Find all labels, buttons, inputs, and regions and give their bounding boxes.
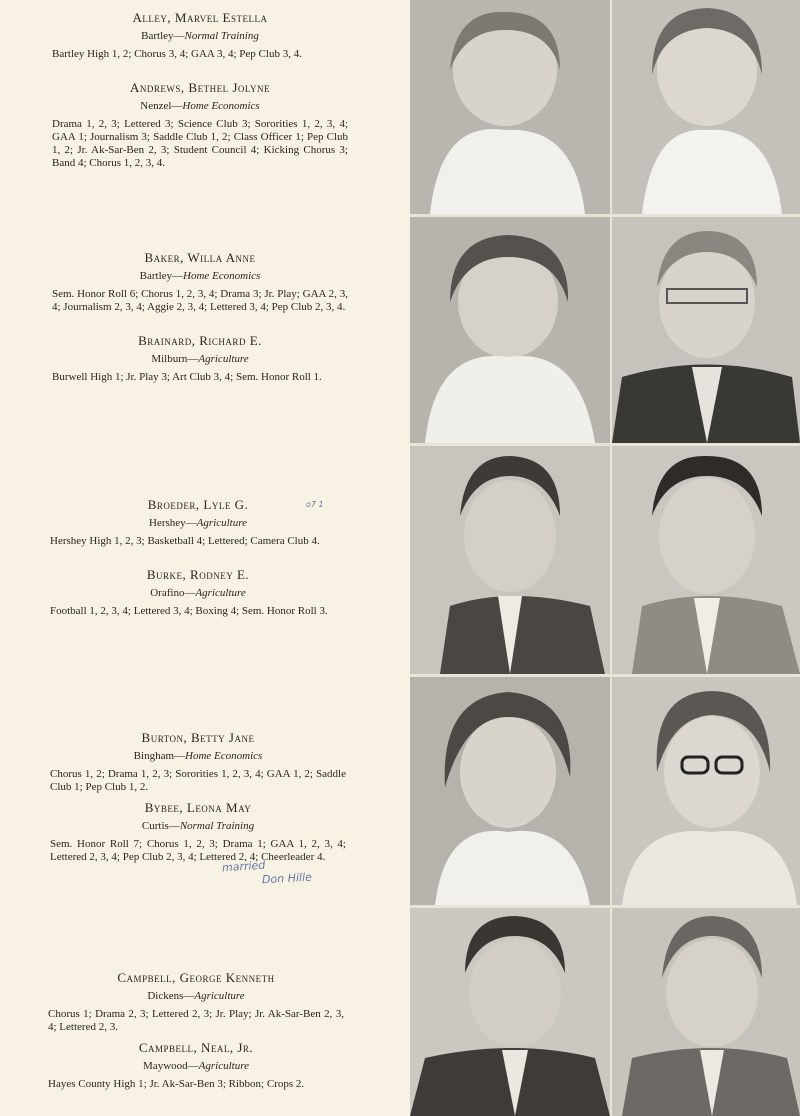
- student-hometown: Orafino—Agriculture: [150, 587, 246, 599]
- student-hometown: Bingham—Home Economics: [133, 750, 263, 762]
- student-portrait: [612, 908, 800, 1116]
- student-activities: Sem. Honor Roll 6; Chorus 1, 2, 3, 4; Drama 3; Jr. Play; GAA 2, 3, 4; Journalism 2, 3, 4; Aggie 2, 3, 4; Lettered 3, 4; Pep Club 2, 3, 4.: [52, 288, 348, 313]
- student-hometown: Hershey—Agriculture: [149, 517, 247, 529]
- student-name: Alley, Marvel Estella: [132, 10, 268, 25]
- student-activities: Football 1, 2, 3, 4; Lettered 3, 4; Boxing 4; Sem. Honor Roll 3.: [50, 605, 328, 617]
- student-name: Burke, Rodney E.: [146, 567, 250, 582]
- student-name: Brainard, Richard E.: [138, 333, 262, 348]
- student-portrait: [410, 677, 610, 905]
- student-activities: Hershey High 1, 2, 3; Basketball 4; Lettered; Camera Club 4.: [50, 535, 320, 547]
- student-hometown: Dickens—Agriculture: [147, 990, 245, 1002]
- student-hometown: Milburn—Agriculture: [151, 353, 249, 365]
- student-name: Baker, Willa Anne: [144, 250, 256, 265]
- student-entry: [48, 1040, 344, 1091]
- student-portrait: [410, 0, 610, 214]
- handwritten-note: married: [221, 858, 266, 875]
- student-entry: [52, 80, 348, 170]
- student-hometown: Maywood—Agriculture: [143, 1060, 249, 1072]
- student-portrait: [612, 446, 800, 674]
- photo-column: [410, 0, 800, 1116]
- student-portrait: [410, 217, 610, 443]
- student-portrait: [410, 446, 610, 674]
- student-hometown: Curtis—Normal Training: [141, 820, 255, 832]
- student-name: Broeder, Lyle G.: [147, 497, 249, 512]
- student-hometown: Bartley—Home Economics: [139, 270, 261, 282]
- student-entry: [52, 333, 348, 384]
- student-entry: [50, 730, 346, 794]
- student-name: Campbell, Neal, Jr.: [138, 1040, 254, 1055]
- student-entry: [52, 10, 348, 61]
- handwritten-note: Don Hille: [261, 870, 313, 887]
- student-entry: [50, 497, 346, 548]
- student-portrait: [410, 908, 610, 1116]
- student-entry: [50, 800, 346, 864]
- student-name: Burton, Betty Jane: [141, 730, 255, 745]
- student-portrait: [612, 677, 800, 905]
- student-name: Campbell, George Kenneth: [117, 970, 275, 985]
- student-activities: Drama 1, 2, 3; Lettered 3; Science Club 3; Sororities 1, 2, 3, 4; GAA 1; Journalism 3; Saddle Club 1, 2; Class Officer 1; Pep Club 1, 2; Jr. Ak-Sar-Ben 2, 3; Student Council 4; Kicking Chorus 3; Band 4; Chorus 1, 2, 3, 4.: [52, 118, 348, 169]
- student-name: Andrews, Bethel Jolyne: [130, 80, 270, 95]
- student-activities: Sem. Honor Roll 7; Chorus 1, 2, 3; Drama 1; GAA 1, 2, 3, 4; Lettered 2, 3, 4; Pep Club 2, 3, 4; Lettered 2, 4; Cheerleader 4.: [50, 838, 346, 863]
- handwritten-note: o7 1: [306, 500, 324, 509]
- student-activities: Hayes County High 1; Jr. Ak-Sar-Ben 3; Ribbon; Crops 2.: [48, 1078, 305, 1090]
- student-name: Bybee, Leona May: [144, 800, 252, 815]
- student-activities: Chorus 1; Drama 2, 3; Lettered 2, 3; Jr. Play; Jr. Ak-Sar-Ben 2, 3, 4; Lettered 2, 3.: [48, 1008, 344, 1033]
- student-entry: [52, 250, 348, 314]
- student-portrait: [612, 217, 800, 443]
- student-hometown: Nenzel—Home Economics: [140, 100, 260, 112]
- student-activities: Bartley High 1, 2; Chorus 3, 4; GAA 3, 4; Pep Club 3, 4.: [52, 48, 302, 60]
- student-activities: Chorus 1, 2; Drama 1, 2, 3; Sororities 1, 2, 3, 4; GAA 1, 2; Saddle Club 1; Pep Club 1, 2.: [50, 768, 346, 793]
- student-portrait: [612, 0, 800, 214]
- student-entry: [50, 567, 346, 618]
- student-activities: Burwell High 1; Jr. Play 3; Art Club 3, 4; Sem. Honor Roll 1.: [52, 371, 322, 383]
- student-hometown: Bartley—Normal Training: [141, 30, 259, 42]
- student-entry: [48, 970, 344, 1034]
